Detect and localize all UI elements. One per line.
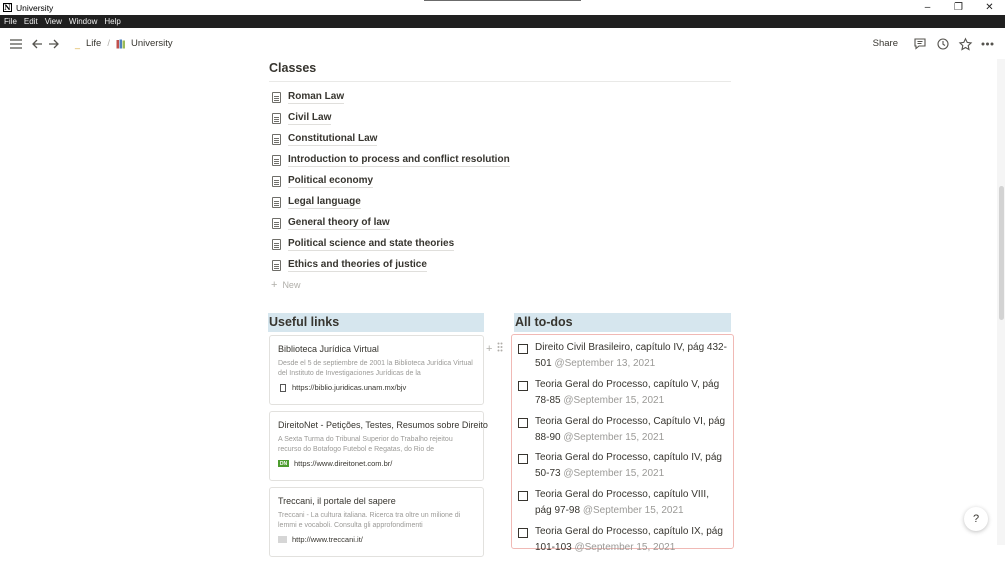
breadcrumb [75,38,173,49]
todo-date: @September 15, 2021 [563,395,665,406]
unam-favicon-icon [280,384,286,392]
todo-checkbox[interactable] [518,491,528,501]
todo-checkbox[interactable] [518,381,528,391]
page-icon [272,134,281,145]
todo-item: Teoria Geral do Processo, capítulo VIII, pág 97-98 @September 15, 2021 [518,487,728,519]
todo-date: @September 15, 2021 [582,505,684,516]
page-icon [272,239,281,250]
todo-item: Teoria Geral do Processo, capítulo V, pág 78-85 @September 15, 2021 [518,377,728,409]
breadcrumb-separator: / [107,38,110,49]
page-icon [272,92,281,103]
class-page-civil-law[interactable]: Civil Law [269,108,510,129]
favorite-star-icon[interactable] [954,38,977,50]
todo-checkbox[interactable] [518,454,528,464]
todo-date: @September 13, 2021 [554,358,656,369]
todo-checkbox[interactable] [518,418,528,428]
bookmark-card[interactable]: DireitoNet - Petições, Testes, Resumos sobre Direito A Sexta Turma do Tribunal Superior do Trabalho rejeitou recurso do Botafogo Futebol e Regatas, do Rio de DN https://www.direitonet.com.br/ [269,411,484,481]
page-icon [272,155,281,166]
menu-window[interactable]: Window [68,17,98,26]
todo-item: Teoria Geral do Processo, Capítulo VI, pág 88-90 @September 15, 2021 [518,414,728,446]
breadcrumb-university[interactable]: University [116,38,173,49]
page-icon [272,218,281,229]
life-page-icon: _ [75,38,81,49]
bookmark-card[interactable]: Biblioteca Jurídica Virtual Desde el 5 de septiembre de 2001 la Biblioteca Jurídica Virtual del Instituto de Investigaciones Jurídicas de la https://biblio.juridicas.unam.mx/bjv [269,335,484,405]
page-icon [272,197,281,208]
todo-date: @September 15, 2021 [574,542,676,553]
class-page-political-science[interactable]: Political science and state theories [269,234,510,255]
classes-divider [269,81,731,82]
books-icon [116,39,126,49]
window-title: University [16,2,54,13]
title-drag-indicator [424,0,581,1]
menu-view[interactable]: View [44,17,62,26]
menu-edit[interactable]: Edit [23,17,38,26]
more-options-icon[interactable] [977,42,997,46]
class-page-political-economy[interactable]: Political economy [269,171,510,192]
share-button[interactable]: Share [872,38,898,49]
block-handles [486,342,503,355]
todo-item: Direito Civil Brasileiro, capítulo IV, pág 432-501 @September 13, 2021 [518,340,728,372]
menu-help[interactable]: Help [104,17,121,26]
help-button[interactable]: ? [964,507,988,531]
direitonet-favicon-icon: DN [279,460,288,467]
plus-icon: + [271,279,278,291]
add-block-icon[interactable]: + [486,342,493,355]
todo-date: @September 15, 2021 [563,432,665,443]
forward-arrow-icon[interactable] [46,39,60,49]
notion-app-icon: N [4,3,11,12]
close-button[interactable]: ✕ [985,2,994,13]
classes-list [269,87,510,276]
useful-links-gallery [269,335,488,563]
class-page-legal-language[interactable]: Legal language [269,192,510,213]
todo-list [511,334,734,553]
todo-checkbox[interactable] [518,528,528,538]
menu-file[interactable]: File [4,17,17,26]
class-page-general-theory[interactable]: General theory of law [269,213,510,234]
class-page-ethics[interactable]: Ethics and theories of justice [269,255,510,276]
restore-button[interactable]: ❐ [954,2,963,13]
class-page-constitutional-law[interactable]: Constitutional Law [269,129,510,150]
back-arrow-icon[interactable] [30,39,44,49]
page-icon [272,260,281,271]
todo-checkbox[interactable] [518,344,528,354]
breadcrumb-life[interactable]: _ Life [75,38,102,49]
window-titlebar [0,0,1005,15]
minimize-button[interactable]: – [924,2,931,13]
todo-item: Teoria Geral do Processo, capítulo IV, pág 50-73 @September 15, 2021 [518,450,728,482]
sidebar-toggle-icon[interactable] [9,39,23,49]
page-icon [272,113,281,124]
updates-clock-icon[interactable] [931,38,954,50]
class-page-roman-law[interactable]: Roman Law [269,87,510,108]
useful-links-heading: Useful links [268,313,484,332]
scrollbar-thumb[interactable] [999,186,1004,320]
todo-date: @September 15, 2021 [563,468,665,479]
comments-icon[interactable] [908,38,931,49]
classes-heading: Classes [269,61,317,75]
all-todos-heading: All to-dos [514,313,731,332]
page-icon [272,176,281,187]
menu-bar [0,15,1005,28]
page-topbar [0,28,1005,59]
todo-item: Teoria Geral do Processo, capítulo IX, pág 101-103 @September 15, 2021 [518,524,728,556]
drag-handle-icon[interactable] [497,342,503,355]
treccani-favicon-icon [278,536,287,543]
class-page-intro-process[interactable]: Introduction to process and conflict resolution [269,150,510,171]
new-page-button[interactable]: + New [271,279,301,291]
bookmark-card[interactable]: Treccani, il portale del sapere Treccani - La cultura italiana. Ricerca tra oltre un milione di lemmi e vocaboli. Consulta gli approfondimenti http://www.treccani.it/ [269,487,484,557]
